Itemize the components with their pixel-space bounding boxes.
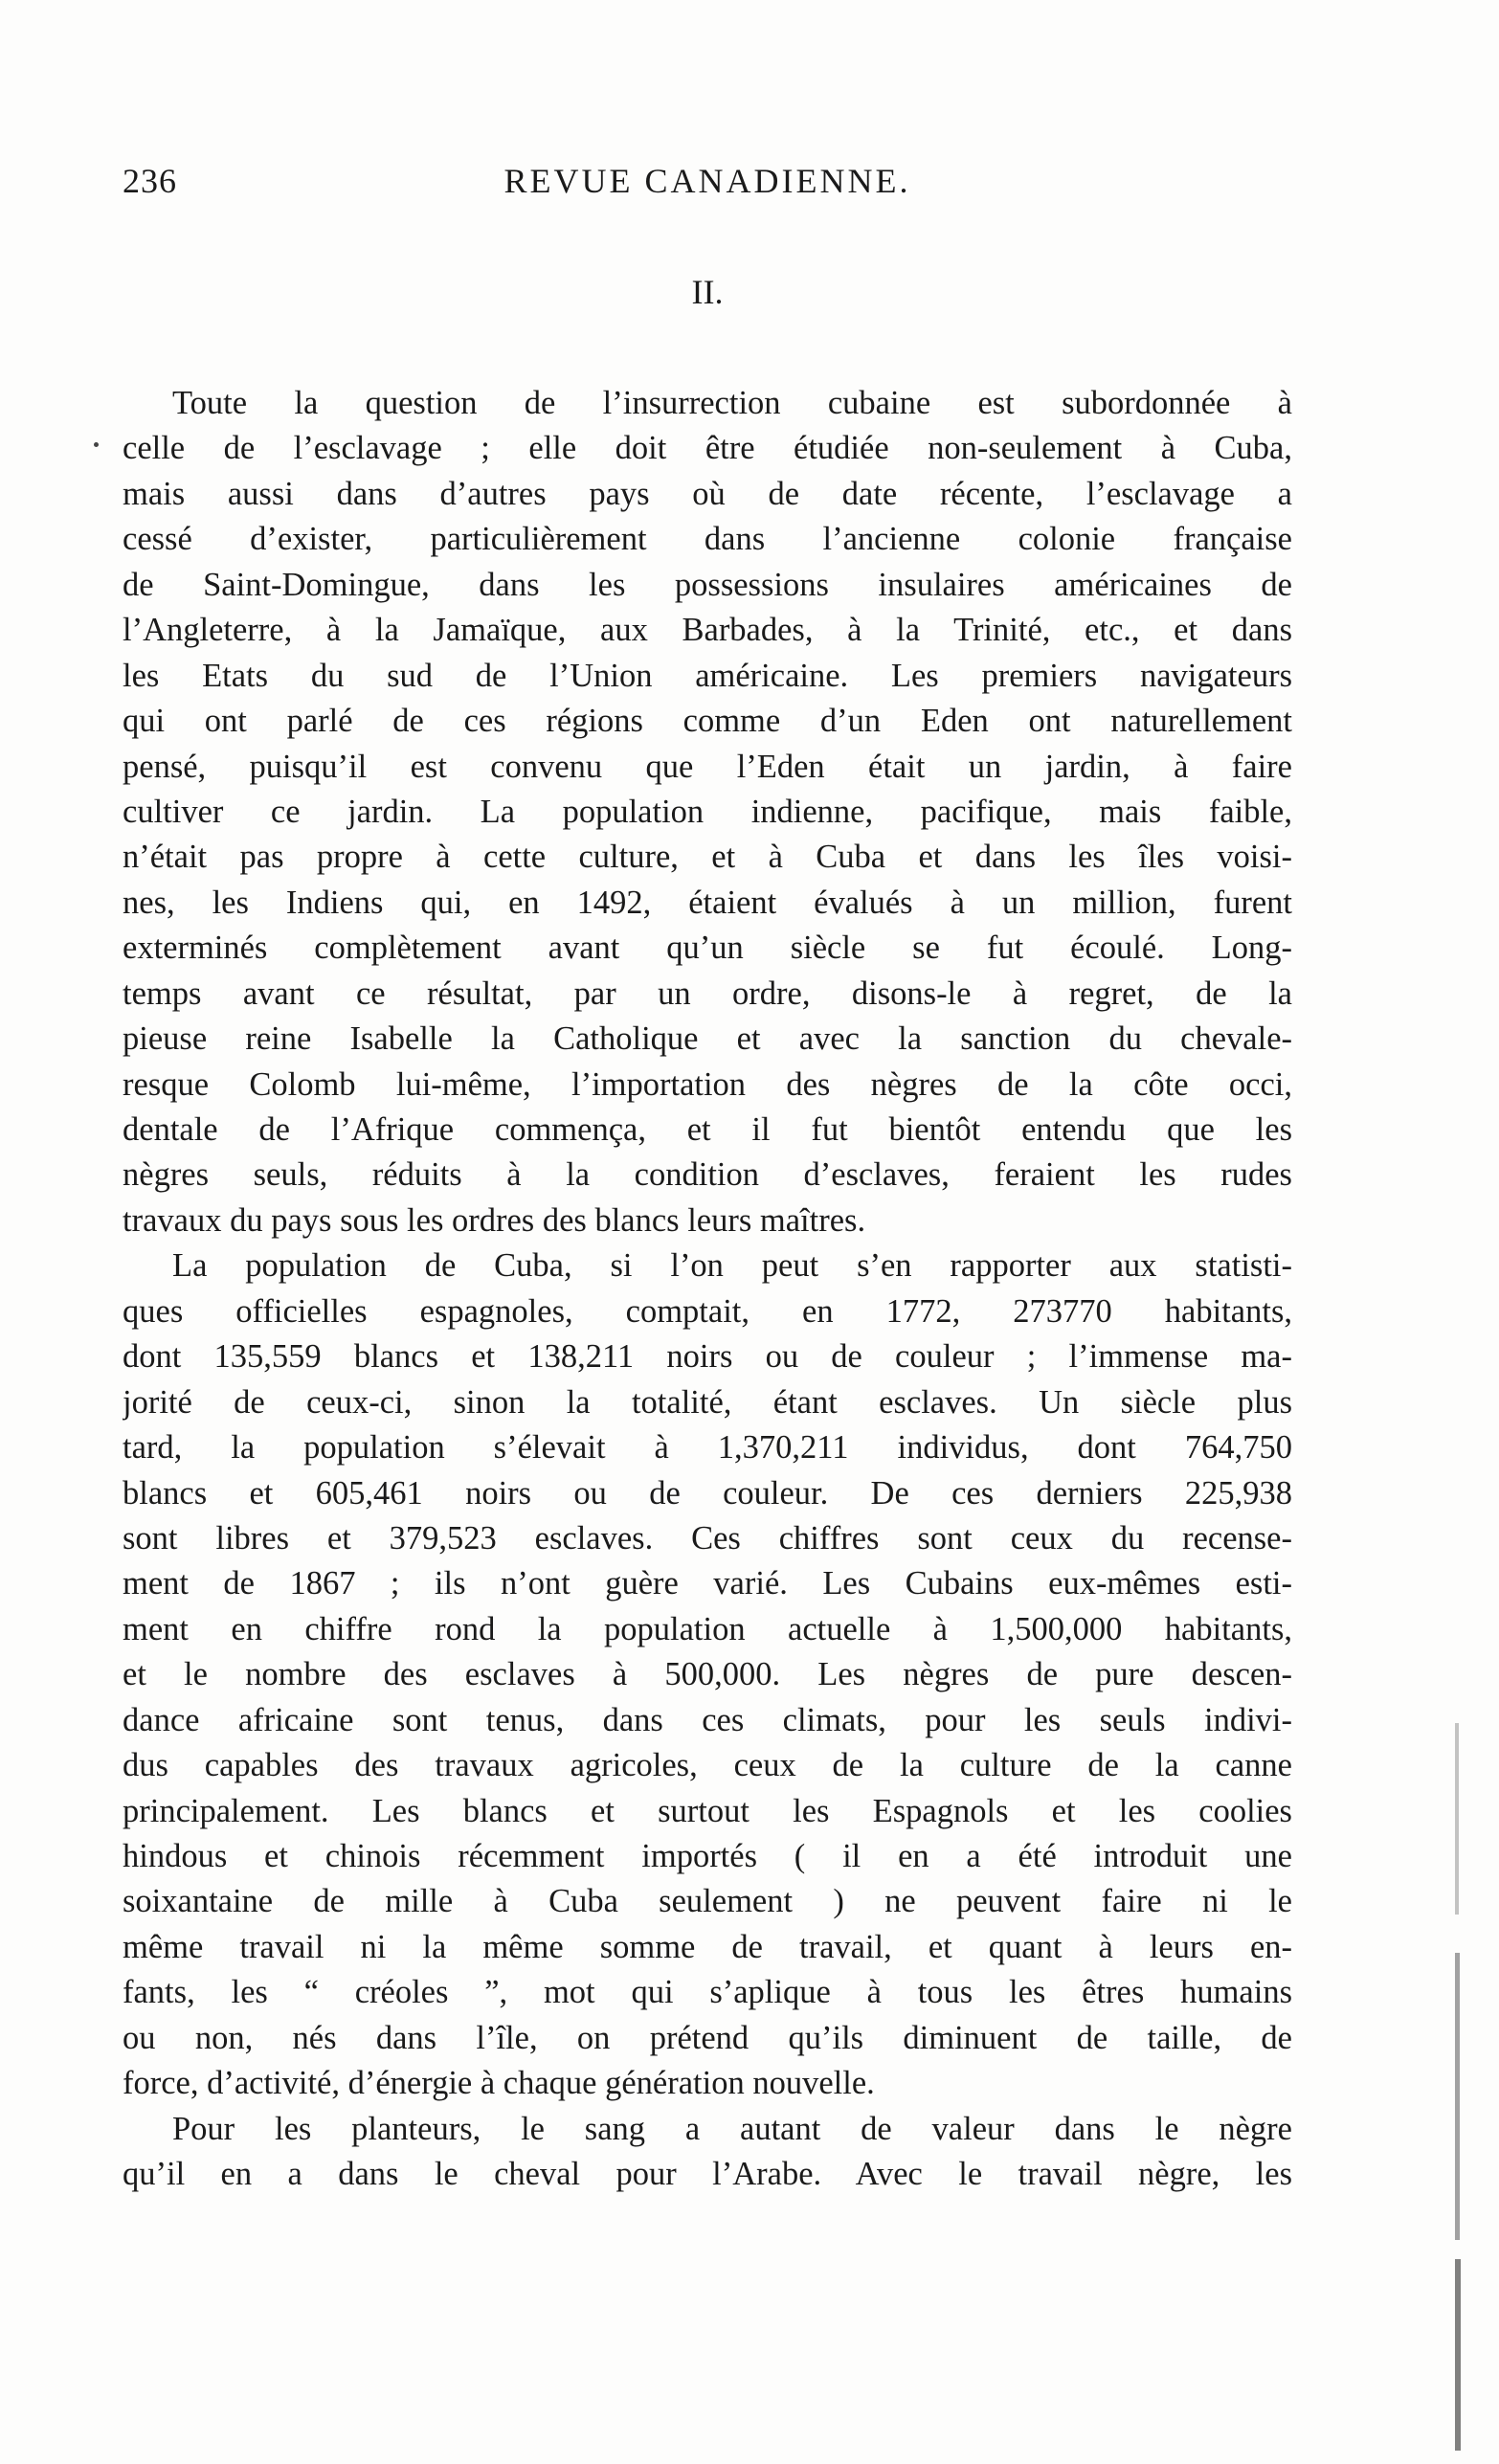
text-line: force, d’activité, d’énergie à chaque génération nouvelle.: [123, 2065, 875, 2102]
text-line: dont 135,559 blancs et 138,211 noirs ou de couleur ; l’immense ma-: [123, 1338, 1292, 1376]
text-line: de Saint-Domingue, dans les possessions insulaires américaines de: [123, 566, 1292, 603]
text-line: La population de Cuba, si l’on peut s’en rapporter aux statisti-: [172, 1247, 1292, 1285]
text-line: resque Colomb lui-même, l’importation des nègres de la côte occi,: [123, 1065, 1292, 1103]
text-line: ment de 1867 ; ils n’ont guère varié. Les Cubains eux-mêmes esti-: [123, 1565, 1292, 1602]
text-line: Toute la question de l’insurrection cubaine est subordonnée à: [172, 385, 1292, 421]
text-line: mais aussi dans d’autres pays où de date récente, l’esclavage a: [123, 475, 1292, 512]
text-line: hindous et chinois récemment importés ( il en a été introduit une: [123, 1838, 1292, 1874]
margin-dot: [94, 442, 99, 447]
text-line: travaux du pays sous les ordres des blancs leurs maîtres.: [123, 1201, 866, 1239]
text-line: l’Angleterre, à la Jamaïque, aux Barbades, à la Trinité, etc., et dans: [123, 612, 1292, 649]
text-line: n’était pas propre à cette culture, et à Cuba et dans les îles voisi-: [123, 839, 1292, 876]
text-line: nègres seuls, réduits à la condition d’esclaves, feraient les rudes: [123, 1156, 1292, 1194]
scan-edge-mark: [1455, 2259, 1461, 2451]
text-line: même travail ni la même somme de travail, et quant à leurs en-: [123, 1928, 1292, 1965]
page-header: [123, 161, 1292, 209]
text-line: dance africaine sont tenus, dans ces climats, pour les seuls indivi-: [123, 1701, 1292, 1738]
text-line: principalement. Les blancs et surtout les Espagnols et les coolies: [123, 1792, 1292, 1829]
text-line: celle de l’esclavage ; elle doit être étudiée non-seulement à Cuba,: [123, 430, 1292, 467]
text-line: les Etats du sud de l’Union américaine. Les premiers navigateurs: [123, 657, 1292, 694]
text-line: Pour les planteurs, le sang a autant de valeur dans le nègre: [172, 2110, 1292, 2147]
text-line: sont libres et 379,523 esclaves. Ces chiffres sont ceux du recense-: [123, 1519, 1292, 1557]
text-line: tard, la population s’élevait à 1,370,211 individus, dont 764,750: [123, 1429, 1292, 1467]
text-line: pieuse reine Isabelle la Catholique et avec la sanction du chevale-: [123, 1020, 1292, 1058]
text-line: cessé d’exister, particulièrement dans l’ancienne colonie française: [123, 521, 1292, 558]
scan-edge-mark: [1455, 1953, 1460, 2240]
text-line: exterminés complètement avant qu’un siècle se fut écoulé. Long-: [123, 930, 1292, 967]
text-line: cultiver ce jardin. La population indienne, pacifique, mais faible,: [123, 793, 1292, 830]
text-line: soixantaine de mille à Cuba seulement ) ne peuvent faire ni le: [123, 1883, 1292, 1920]
text-line: et le nombre des esclaves à 500,000. Les nègres de pure descen-: [123, 1656, 1292, 1693]
text-line: ou non, nés dans l’île, on prétend qu’ils diminuent de taille, de: [123, 2019, 1292, 2056]
text-line: fants, les “ créoles ”, mot qui s’aplique à tous les êtres humains: [123, 1974, 1292, 2011]
text-line: qu’il en a dans le cheval pour l’Arabe. Avec le travail nègre, les: [123, 2156, 1292, 2193]
text-line: dus capables des travaux agricoles, ceux de la culture de la canne: [123, 1747, 1292, 1784]
text-line: blancs et 605,461 noirs ou de couleur. De ces derniers 225,938: [123, 1474, 1292, 1512]
text-line: qui ont parlé de ces régions comme d’un Eden ont naturellement: [123, 703, 1292, 740]
text-line: temps avant ce résultat, par un ordre, disons-le à regret, de la: [123, 974, 1292, 1012]
text-line: nes, les Indiens qui, en 1492, étaient évalués à un million, furent: [123, 884, 1292, 921]
body-text: [123, 381, 1292, 2198]
text-line: dentale de l’Afrique commença, et il fut bientôt entendu que les: [123, 1111, 1292, 1148]
scan-edge-mark: [1455, 1723, 1459, 1915]
text-line: pensé, puisqu’il est convenu que l’Eden était un jardin, à faire: [123, 748, 1292, 785]
running-title: REVUE CANADIENNE.: [503, 162, 911, 200]
text-line: ques officielles espagnoles, comptait, en 1772, 273770 habitants,: [123, 1292, 1292, 1330]
page-number: 236: [123, 162, 177, 200]
text-line: ment en chiffre rond la population actuelle à 1,500,000 habitants,: [123, 1610, 1292, 1647]
text-line: jorité de ceux-ci, sinon la totalité, étant esclaves. Un siècle plus: [123, 1383, 1292, 1421]
section-heading: II.: [691, 273, 724, 311]
